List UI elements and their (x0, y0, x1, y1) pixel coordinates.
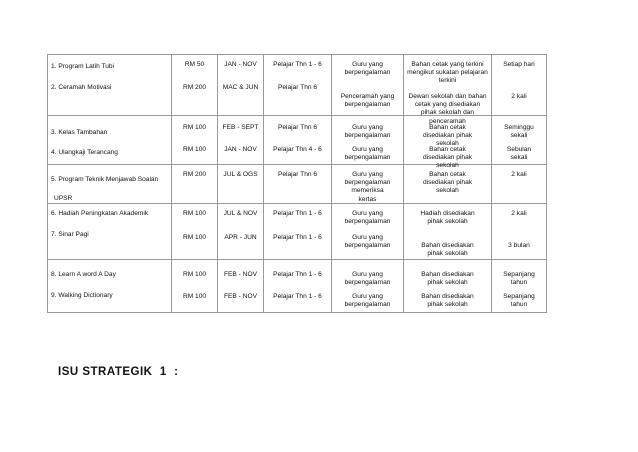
program-period: FEB - NOV (224, 293, 257, 300)
program-period: APR - JUN (224, 234, 257, 241)
program-name: 6. Hadiah Peningkatan Akademik (51, 210, 149, 217)
program-cost: RM 100 (182, 271, 207, 278)
program-target: Pelajar Thn 1 - 6 (273, 210, 322, 217)
program-period: JUL & NOV (223, 210, 258, 217)
program-staff: Guru yang berpengalaman (344, 271, 391, 287)
cost-cell (172, 55, 218, 116)
target-cell (264, 55, 332, 116)
program-cost: RM 100 (182, 234, 207, 241)
program-staff: Guru yang berpengalaman (344, 124, 391, 140)
program-target: Pelajar Thn 6 (277, 124, 318, 131)
program-name: 2. Ceramah Motivasi (51, 84, 112, 91)
program-frequency: Seminggu sekali (504, 124, 534, 140)
program-frequency: Sebulan sekali (506, 146, 532, 162)
program-cost: RM 100 (182, 293, 207, 300)
program-cost: RM 200 (182, 171, 207, 178)
period-cell (218, 55, 264, 116)
program-frequency: Sepanjang tahun (503, 271, 535, 287)
program-staff: Guru yang berpengalaman (344, 210, 391, 226)
table-row (48, 260, 547, 313)
program-frequency: Setiap hari (503, 61, 535, 68)
program-target: Pelajar Thn 6 (277, 171, 318, 178)
program-name: 9. Walking Dictionary (51, 292, 113, 299)
program-name: 7. Sinar Pagi (51, 231, 89, 238)
program-staff: Guru yang berpengalaman (344, 234, 391, 250)
program-material: Bahan cetak yang terkini mengikut sukatan pelajaran terkini (407, 61, 488, 85)
program-name: 8. Learn A word A Day (51, 271, 116, 278)
program-material: Bahan disediakan pihak sekolah (421, 271, 474, 287)
table-row (48, 165, 547, 204)
program-name: 5. Program Teknik Menjawab Soalan (51, 176, 159, 183)
program-target: Pelajar Thn 4 - 6 (273, 146, 322, 153)
program-target: Pelajar Thn 1 - 6 (273, 61, 322, 68)
program-name-cell (48, 55, 172, 116)
program-frequency: 2 kali (511, 93, 527, 100)
program-material: Hadiah disediakan pihak sekolah (420, 210, 475, 226)
table-row (48, 55, 547, 116)
program-cost: RM 100 (182, 210, 207, 217)
program-period: JAN - NOV (224, 146, 257, 153)
program-name: 1. Program Latih Tubi (51, 63, 115, 70)
program-material: Bahan cetak disediakan pihak sekolah (422, 171, 473, 195)
program-material: Dewan sekolah dan bahan cetak yang disediakan pihak sekolah dan penceramah (408, 93, 487, 125)
program-material: Bahan disediakan pihak sekolah (421, 242, 474, 258)
program-period: JUL & OGS (223, 171, 258, 178)
program-staff: Guru yang berpengalaman (344, 146, 391, 162)
program-cost: RM 100 (182, 124, 207, 131)
frequency-cell (492, 55, 547, 116)
program-material: Bahan disediakan pihak sekolah (421, 293, 474, 309)
program-name: 4. Ulangkaji Terancang (51, 149, 118, 156)
program-target: Pelajar Thn 1 - 6 (273, 293, 322, 300)
program-period: FEB - NOV (224, 271, 257, 278)
program-table (47, 54, 547, 313)
program-cost: RM 100 (182, 146, 207, 153)
program-target: Pelajar Thn 1 - 6 (273, 271, 322, 278)
section-title: ISU STRATEGIK 1 : (58, 366, 179, 378)
program-staff: Guru yang berpengalaman (344, 293, 391, 309)
material-cell (404, 55, 492, 125)
program-frequency: Sepanjang tahun (503, 293, 535, 309)
program-material: Bahan cetak disediakan pihak sekolah (422, 124, 473, 148)
program-frequency: 2 kali (511, 210, 527, 217)
program-staff: Guru yang berpengalaman memeriksa kertas (344, 171, 391, 203)
program-target: Pelajar Thn 1 - 6 (273, 234, 322, 241)
program-period: MAC & JUN (222, 84, 259, 91)
table-row (48, 116, 547, 165)
program-period: FEB - SEPT (222, 124, 259, 131)
program-material: Bahan cetak disediakan pihak sekolah (422, 146, 473, 170)
program-period: JAN - NOV (224, 61, 257, 68)
program-staff: Guru yang berpengalaman (344, 61, 391, 77)
staff-cell (332, 55, 404, 116)
program-staff: Penceramah yang berpengalaman (340, 93, 395, 109)
program-frequency: 2 kali (511, 171, 527, 178)
program-frequency: 3 bulan (508, 242, 530, 249)
table-row (48, 204, 547, 260)
program-target: Pelajar Thn 6 (277, 84, 318, 91)
program-name: 3. Kelas Tambahan (51, 129, 108, 136)
program-cost: RM 50 (184, 61, 205, 68)
program-cost: RM 200 (182, 84, 207, 91)
program-name-continued: UPSR (54, 195, 73, 202)
